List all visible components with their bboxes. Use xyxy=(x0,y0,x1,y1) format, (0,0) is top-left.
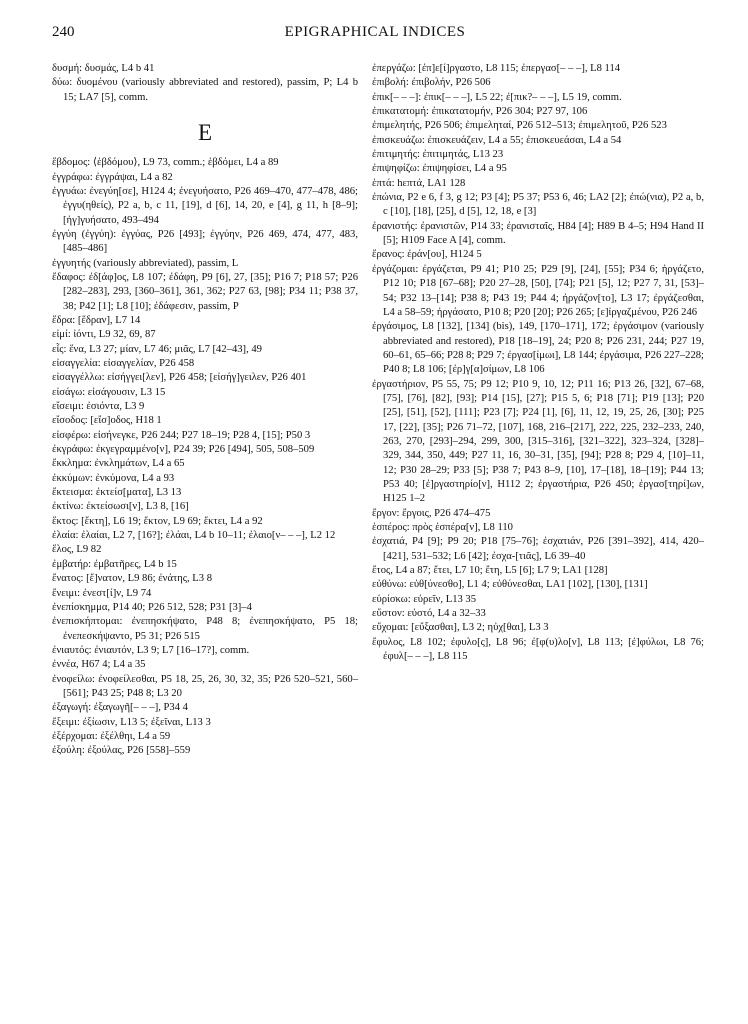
index-entry: ἐνεπίσκημμα, P14 40; P26 512, 528; P31 [3]–4 xyxy=(52,601,252,613)
index-entry: ἔφυλος, L8 102; ἐφυλο[ς], L8 96; ἐ[φ(υ)λο[ν], L8 113; [ἐ]φύλωι, L8 76; ἐφυλ[– – –], L8 115 xyxy=(372,636,704,663)
index-entry: ἐνοφείλω: ἐνοφείλεσθαι, P5 18, 25, 26, 30, 32, 35; P26 520–521, 560–[561]; P43 25; P48 8; L3 20 xyxy=(52,673,358,699)
index-entry: ἐπώνια, P2 e 6, f 3, g 12; P3 [4]; P5 37; P53 6, 46; LA2 [2]; ἐπώ(νια), P2 a, b, c [10], [18], [25], d [5], 12, 18, e [3] xyxy=(372,192,704,218)
index-entry: ἐξέρχομαι: ἐξέλθηι, L4 a 59 xyxy=(52,730,171,742)
index-entry: εἰσφέρω: εἰσήνεγκε, P26 244; P27 18–19; P28 4, [15]; P50 3 xyxy=(52,429,311,441)
index-entry: ἐπιμελητής, P26 506; ἐπιμεληταί, P26 512–513; ἐπιμελητοῦ, P26 523 xyxy=(372,120,667,132)
index-entry: ἐκγράφω: ἐκγεγραμμένο[ν], P24 39; P26 [494], 505, 508–509 xyxy=(52,444,315,456)
index-entry: ἔνατος: [ἔ]νατον, L9 86; ἐνάτης, L3 8 xyxy=(52,573,213,585)
index-entry: εἰσαγγελία: εἰσαγγελίαν, P26 458 xyxy=(52,358,195,369)
index-entry: ἔνειμι: ἐνεστ[ί]ν, L9 74 xyxy=(52,587,152,599)
index-entry: ἐγγράφω: ἐγγράψαι, L4 a 82 xyxy=(52,171,173,183)
index-entry: ἐπιψηφίζω: ἐπιψηφίσει, L4 a 95 xyxy=(372,163,507,175)
index-entry: ἕλος, L9 82 xyxy=(52,544,102,556)
index-entry: εὔστον: εὐστό, L4 a 32–33 xyxy=(372,608,486,620)
index-entry: εἰσάγω: εἰσάγουσιν, L3 15 xyxy=(52,386,166,398)
index-entry: ἐπιβολή: ἐπιβολήν, P26 506 xyxy=(372,77,491,89)
index-entry: ἐπικατατομή: ἐπικατατομήν, P26 304; P27 97, 106 xyxy=(372,106,588,118)
index-entry: δυσμή: δυσμάς, L4 b 41 xyxy=(52,63,155,74)
page-number: 240 xyxy=(52,24,75,40)
index-entry: ἐκτίνω: ἐκτείσωσι[ν], L3 8, [16] xyxy=(52,501,189,513)
running-title: EPIGRAPHICAL INDICES xyxy=(284,24,466,40)
index-entry: εἰσαγγέλλω: εἰσήγγει[λεν], P26 458; [εἰσήγ]γειλεν, P26 401 xyxy=(52,372,307,384)
index-entries-left xyxy=(52,156,358,758)
section-letter-heading: E xyxy=(197,120,213,146)
index-entry: ἐπιτιμητής: ἐπιτιμητάς, L13 23 xyxy=(372,149,504,161)
index-entry: ἐργαστήριον, P5 55, 75; P9 12; P10 9, 10, 12; P11 16; P13 26, [32], 67–68, [75], [76], [82], [93]; P14 [15], [27]; P15 5, 6; P18 [71]; P19 [13]; P20 [25], [51], [52], [111]; P23 [7]; P24 [1], [6], 11, 12, 19, 25, 26, [30]; P25 17, [22], [35]; P26 71–72, [107], 168, 216–[217], 222, 225, 232–233, 240, 263, 270, [293]–294, 299, 300, [315–316], [321–322], 323–324, [328]–329, 344, 350, 449; P27 11, 16, 30–31, [35], [94]; P28 8; P29 4, [10]–11, 12; P30 28–29; P33 [5]; P38 7; P43 8–9, [10], 17–[18], 18–[19]; P44 13; P53 40; [ἐ]ργαστηρίο[ν], H112 2; ἐργαστήρια, P26 450; ἐργασ[τηρί]ων, H125 1–2 xyxy=(372,378,704,505)
index-entry: εὐθύνω: εὐθ[ύνεσθο], L1 4; εὐθύνεσθαι, LA1 [102], [130], [131] xyxy=(372,579,648,591)
index-entry: εὔχομαι: [εὔξασθαι], L3 2; ηὐχ[θαι], L3 3 xyxy=(372,622,549,634)
index-entry: ἐνεπισκήπτομαι: ἐνεπησκήψατο, P48 8; ἐνεπησκήψατο, P5 18; ἐνεπεσκήψαντο, P5 31; P26 515 xyxy=(52,616,358,642)
index-entry: ἔτος, L4 a 87; ἔτει, L7 10; ἔτη, L5 [6]; L7 9; LA1 [128] xyxy=(372,565,608,577)
index-entry: ἕκτος: [ἕκτη], L6 19; ἕκτον, L9 69; ἕκτει, L4 a 92 xyxy=(52,515,263,527)
index-entries-left-top xyxy=(52,62,358,105)
index-entry: εἷς: ἕνα, L3 27; μίαν, L7 46; μιᾶς, L7 [42–43], 49 xyxy=(52,343,262,355)
index-entry: ἐπισκευάζω: ἐπισκευάζειν, L4 a 55; ἐπισκευεάσαι, L4 a 54 xyxy=(372,134,622,146)
index-entry: ἕδρα: [ἕδραν], L7 14 xyxy=(52,314,141,326)
index-entry: ἐνιαυτός: ἐνιαυτόν, L3 9; L7 [16–17?], comm. xyxy=(52,644,250,656)
index-entry: ἕβδομος: ⟨ἑβδόμου⟩, L9 73, comm.; ἑβδόμει, L4 a 89 xyxy=(52,157,279,169)
index-entry: ἑσπέρος: πρὸς ἑσπέρα[ν], L8 110 xyxy=(372,522,513,533)
index-entry: ἐμβατήρ: ἐμβατῆρες, L4 b 15 xyxy=(52,558,177,570)
index-entry: ἐγγυάω: ἐνεγύη[σε], H124 4; ἐνεγυήσατο, P26 469–470, 477–478, 486; ἐγγυ(ηθείς), P2 a, b, c 11, [19], d [6], 14, 20, e [4], g 11, h [8–9]; [ἠγ]γυήσατο, 493–494 xyxy=(52,185,358,226)
right-column xyxy=(372,62,704,664)
left-column xyxy=(52,62,358,759)
index-entry: ἐξαγωγή: ἐξαγωγῆ[– – –], P34 4 xyxy=(52,702,188,714)
index-entry: ἔργον: ἔργοις, P26 474–475 xyxy=(372,507,491,519)
index-entry: ἐρανιστής: ἐρανιστῶν, P14 33; ἐρανισταῖς, H84 [4]; H89 B 4–5; H94 Hand II [5]; H109 Face A [4], comm. xyxy=(372,220,704,247)
index-entry: εἴσοδος: [εἴσ]οδος, H18 1 xyxy=(52,415,162,427)
index-entry: ἔκκλημα: ἐνκλημάτων, L4 a 65 xyxy=(52,458,185,470)
index-entry: ἐσχατιά, P4 [9]; P9 20; P18 [75–76]; ἐσχατιάν, P26 [391–392], 414, 420–[421], 531–532; L6 [42]; ἐσχα-[τιᾶς], L6 39–40 xyxy=(372,536,704,562)
index-entry: ἐγγύη (ἐγγύη): ἐγγύας, P26 [493]; ἐγγύην, P26 469, 474, 477, 483, [485–486] xyxy=(52,228,358,255)
index-entry: ἐκκύμων: ἐνκύμονα, L4 a 93 xyxy=(52,472,175,484)
index-entry: ἐλαία: ἐλαίαι, L2 7, [16?]; ἐλάαι, L4 b 10–11; ἐλαιο[ν– – –], L2 12 xyxy=(52,530,336,542)
index-entry: ἐπικ[– – –]: ἐπικ[– – –], L5 22; ἐ[πικ?– – –], L5 19, comm. xyxy=(372,91,622,103)
index-entry: ἐξούλη: ἐξούλας, P26 [558]–559 xyxy=(52,745,191,757)
index-entry: ἔρανος: ἐράν[ου], H124 5 xyxy=(372,249,482,261)
index-entry: ἑπτά: hεπτά, LA1 128 xyxy=(372,177,466,189)
index-entry: ἔδαφος: ἐδ[άφ]ος, L8 107; ἐδάφη, P9 [6], 27, [35]; P16 7; P18 57; P26 [282–283], 293, [360–361], 361, 362; P27 63, [98]; P34 11; P38 37, 38; P42 [1]; L8 [10]; ἐδάφεσιν, passim, P xyxy=(52,271,358,312)
index-entry: εἰμί: ἰόντι, L9 32, 69, 87 xyxy=(52,329,156,341)
index-entry: ἐπεργάζω: [ἐπ]ε[ί]ργαστο, L8 115; ἐπεργασ[– – –], L8 114 xyxy=(372,63,621,74)
index-entry: ἔξειμι: ἐξίωσιν, L13 5; ἐξεῖναι, L13 3 xyxy=(52,716,211,728)
index-entry: ἐργάζομαι: ἐργάζεται, P9 41; P10 25; P29 [9], [24], [55]; P34 6; ἠργάζετο, P12 10; P18 [67–68]; P20 27–28, [50], [74]; P21 [5], 12; P27 7, 31, [53]–54; P32 13–[14]; P38 8; P43 19; P44 4; ἠργάζον[το], L3 17; ἐργάζεσθαι, L4 a 58–59; ἠργάσατο, P10 8; P20 [20]; P26 265; [ε]ἰργαζμένου, P26 246 xyxy=(372,263,704,318)
index-entry: εὑρίσκω: εὑρεῖν, L13 35 xyxy=(372,593,477,605)
page-header xyxy=(52,24,698,46)
index-entry: ἔκτεισμα: ἐκτείσ[ματα], L3 13 xyxy=(52,487,182,499)
index-entry: ἐργάσιμος, L8 [132], [134] (bis), 149, [170–171], 172; ἐργάσιμον (variously abbreviated and restored), P18 [18–19], 24; P20 8; P26 231, 244; P27 19, 60–61, 65–66; P28 8; P29 7; ἐργασ[ίμωι], L8 144; ἐργάσιμα, P26 227–228; P40 8; L8 106; [ἐρ]γ[α]σίμων, L8 106 xyxy=(372,321,704,376)
index-entry: εἴσειμι: ἐσιόντα, L3 9 xyxy=(52,401,145,413)
index-entry: ἐννέα, H67 4; L4 a 35 xyxy=(52,659,146,671)
index-entry: ἐγγυητής (variously abbreviated), passim, L xyxy=(52,257,239,269)
index-entry: δύω: δυομένου (variously abbreviated and restored), passim, P; L4 b 15; LA7 [5], comm. xyxy=(52,77,358,103)
